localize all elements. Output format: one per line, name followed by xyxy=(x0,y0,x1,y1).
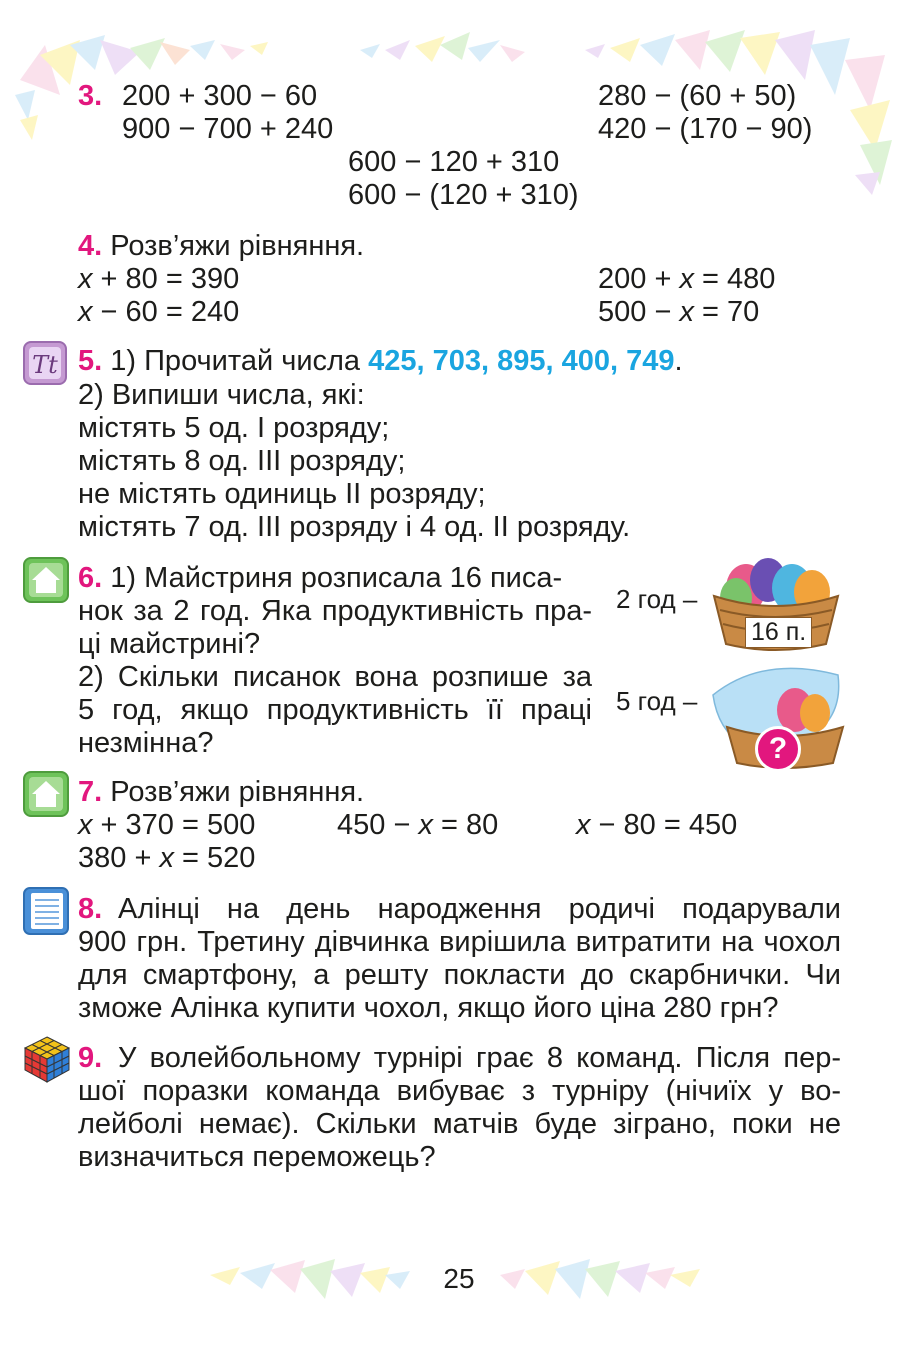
task-4-equation: x − 60 = 240 xyxy=(78,296,240,328)
task-8-line: для смартфону, а решту покласти до скарбнички. Чи xyxy=(78,959,841,991)
task-3-expression: 200 + 300 − 60 xyxy=(122,80,318,112)
task-6-number: 6. xyxy=(78,562,103,594)
svg-text:Tt: Tt xyxy=(32,351,58,379)
task-9-line: лейболі немає). Скільки матчів буде зіграно, поки не xyxy=(78,1108,841,1140)
rubik-cube-icon xyxy=(22,1034,72,1084)
task-9-line: шої поразки команда вибуває з турніру (нічиїх у во- xyxy=(78,1075,841,1107)
task-4-equation: 200 + x = 480 xyxy=(598,263,776,295)
task-9-number: 9. xyxy=(78,1042,103,1074)
task-5-line: 2) Випиши числа, які: xyxy=(78,379,365,411)
task-3-expression: 900 − 700 + 240 xyxy=(122,113,334,145)
task-3-number: 3. xyxy=(78,80,103,112)
task-6-line: ці майстрині? xyxy=(78,628,261,660)
task-4-title: Розв’яжи рівняння. xyxy=(110,230,365,262)
task-4-number: 4. xyxy=(78,230,103,262)
task-5-line: містять 8 од. III розряду; xyxy=(78,445,406,477)
task-5-line-1: 5. 1) Прочитай числа 425, 703, 895, 400, 749. xyxy=(78,345,683,377)
task-7-heading xyxy=(78,776,364,809)
time-label-2h: 2 год – xyxy=(616,584,698,614)
task-7-equation: 450 − x = 80 xyxy=(337,809,499,841)
time-label-5h: 5 год – xyxy=(616,686,698,716)
task-4-equation: x + 80 = 390 xyxy=(78,263,240,295)
question-badge: ? xyxy=(755,726,801,772)
task-8-number: 8. xyxy=(78,893,103,925)
basket-label: 16 п. xyxy=(745,617,812,648)
page-number: 25 xyxy=(443,1263,475,1294)
highlighted-numbers: 425, 703, 895, 400, 749 xyxy=(368,345,675,377)
task-3-expression: 600 − 120 + 310 xyxy=(348,146,560,178)
task-3-expression: 420 − (170 − 90) xyxy=(598,113,813,145)
task-6-line: 2) Скільки писанок вона розпише за xyxy=(78,661,592,693)
task-7-equation: x + 370 = 500 xyxy=(78,809,256,841)
task-7-title: Розв’яжи рівняння. xyxy=(110,776,365,808)
task-6-line: нок за 2 год. Яка продуктивність пра- xyxy=(78,595,592,627)
task-5-line: не містять одиниць II розряду; xyxy=(78,478,486,510)
home-icon xyxy=(22,770,70,818)
task-5-line: містять 5 од. I розряду; xyxy=(78,412,390,444)
task-8-line: зможе Алінка купити чохол, якщо його ціна 280 грн? xyxy=(78,992,779,1024)
task-6-line: 5 год, якщо продуктивність її праці xyxy=(78,694,592,726)
task-3-expression: 600 − (120 + 310) xyxy=(348,179,579,211)
task-3-expression: 280 − (60 + 50) xyxy=(598,80,797,112)
home-icon xyxy=(22,556,70,604)
tt-reading-icon xyxy=(22,340,68,386)
task-7-number: 7. xyxy=(78,776,103,808)
task-9-line-1: 9. У волейбольному турнірі грає 8 команд. Після пер- xyxy=(78,1042,841,1074)
task-7-equation: x − 80 = 450 xyxy=(576,809,738,841)
task-4-equation: 500 − x = 70 xyxy=(598,296,760,328)
task-6-line: незмінна? xyxy=(78,727,214,759)
task-8-line: 900 грн. Третину дівчинка вирішила витратити на чохол xyxy=(78,926,841,958)
task-7-equation: 380 + x = 520 xyxy=(78,842,256,874)
task-5-line: містять 7 од. III розряду і 4 од. II розряду. xyxy=(78,511,631,543)
task-4-heading xyxy=(78,230,364,263)
task-5-number: 5. xyxy=(78,345,103,377)
task-9-line: визначиться переможець? xyxy=(78,1141,436,1173)
task-8-line-1: 8. Алінці на день народження родичі подарували xyxy=(78,893,841,925)
task-6-line-1: 6. 1) Майстриня розписала 16 писа- xyxy=(78,562,563,594)
notebook-icon xyxy=(22,886,70,936)
